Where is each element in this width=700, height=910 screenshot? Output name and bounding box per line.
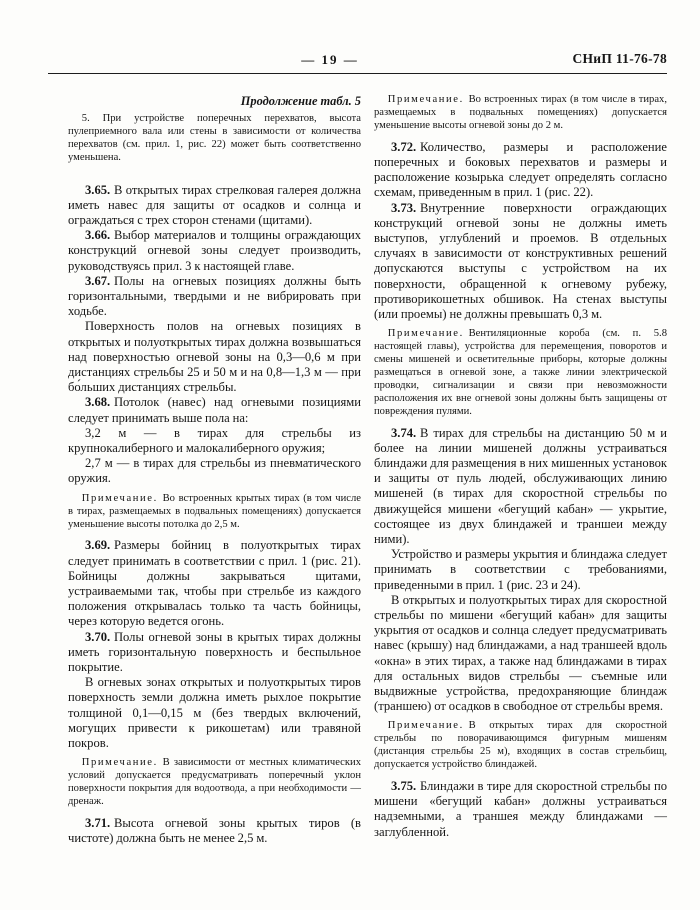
section-number: 3.73. [391,200,417,215]
table-footnote-5 [68,113,361,165]
page-header [48,52,667,70]
paragraph-text: В открытых тирах стрелковая галерея должна иметь навес для защиты от осадков и солнца и ограждаться с трех сторон стенами (щитами). [68,182,361,228]
note-rotating-targets [374,720,667,772]
paragraph-text: В открытых и полуоткрытых тирах для скоростной стрельбы по мишени «бегущий кабан» для защиты укрытия от осадков и солнца следует предусматривать навес (крышу) над блиндажами, а над траншеей вдоль «окна» в этих тирах, а также над блиндажами в тирах для остальных видов стрельбы — съемные или выдвижные устройства, предохраняющие блиндаж (траншею) от осадков в свободное от стрельбы время. [374,592,667,714]
paragraph-3-65 [68,183,361,229]
note-label: Примечание. [81,492,158,504]
section-number: 3.67. [85,273,111,288]
paragraph-text: Потолок (навес) над огневыми позициями следует принимать выше пола на: [68,395,361,425]
paragraph-3-69 [68,538,361,629]
section-number: 3.71. [85,815,111,830]
paragraph-3-68 [68,395,361,425]
left-column [68,94,361,846]
note-text: Во встроенных тирах (в том числе в тирах, размещаемых в подвальных помещениях) допускается уменьшение высоты огневой зоны до 2 м. [374,94,667,131]
paragraph-text: Количество, размеры и расположение поперечных и боковых перехватов и размеры и расположение козырька следует определять согласно схемам, приведенным в прил. 1 (рис. 22). [374,139,667,200]
section-number: 3.69. [85,538,111,553]
paragraph-3-71 [68,816,361,846]
paragraph-text: Устройство и размеры укрытия и блиндажа следует принимать в соответствии с требованиями, приведенными в прил. 1 (рис. 23 и 24). [374,547,667,592]
paragraph-text: Внутренние поверхности ограждающих конструкций огневой зоны не должны иметь выступов, углублений и проемов. В отдельных случаях в зависимости от конструктивных решений допускаются выступы с устройством на их поверхности, обращенной к огневому рубежу, противорикошетных обшивок. На стенах выступы (или проемы) не должны превышать 0,3 м. [374,200,667,321]
section-number: 3.72. [391,139,417,154]
text-columns [68,94,667,846]
paragraph-3-66 [68,228,361,274]
paragraph-3-75 [374,779,667,840]
paragraph-3-67 [68,274,361,320]
note-label: Примечание. [387,94,464,105]
paragraph-height-3-2m [68,426,361,456]
note-drainage [68,757,361,809]
section-number: 3.66. [85,228,111,243]
paragraph-text: 3,2 м — в тирах для стрельбы из крупнокалиберного и малокалиберного оружия; [68,425,361,456]
page-number: — 19 — [301,52,359,67]
paragraph-text: Размеры бойниц в полуоткрытых тирах следует принимать в соответствии с прил. 1 (рис. 21). Бойницы должны закрываться щитами, устраиваемыми так, чтобы при стрельбе из каждого положения открывалась только та часть бойницы, через которую ведется огонь. [68,538,361,629]
paragraph-text: Поверхность полов на огневых позициях в открытых и полуоткрытых тирах должна возвышаться над поверхностью огневой зоны на 0,3—0,6 м при дистанциях стрельбы 25 и 50 м и на 0,8—1,3 м — при бо́льших дистанциях стрельбы. [68,319,361,395]
section-number: 3.65. [85,182,111,197]
note-ceiling-height [68,493,361,532]
paragraph-text: В огневых зонах открытых и полуоткрытых тиров поверхность земли должна иметь рыхлое покрытие толщиной 0,1—0,15 м (без твердых включений, могущих привести к рикошетам) или травяной покров. [68,675,361,751]
section-number: 3.70. [85,629,111,644]
paragraph-text: Полы на огневых позициях должны быть горизонтальными, твердыми и не вибрировать при ходьбе. [68,273,361,319]
paragraph-floors-surface [68,319,361,395]
paragraph-3-72 [374,140,667,201]
paragraph-canopy [374,593,667,715]
note-label: Примечание. [387,720,464,732]
right-column [374,94,667,846]
paragraph-3-74 [374,426,667,548]
paragraph-3-70 [68,630,361,676]
note-text: В зависимости от местных климатических условий допускается предусматривать поперечный уклон поверхности покрытия для водоотвода, а при необходимости — дренаж. [68,757,361,807]
paragraph-text: 2,7 м — в тирах для стрельбы из пневматического оружия. [68,456,361,486]
note-label: Примечание. [81,757,158,769]
paragraph-text: Полы огневой зоны в крытых тирах должны иметь горизонтальную поверхность и беспыльное покрытие. [68,629,361,675]
paragraph-shelter-sizes [374,547,667,593]
note-fire-zone-height [374,94,667,133]
section-number: 3.74. [391,425,417,440]
note-ventilation [374,328,667,418]
note-text: Вентиляционные короба (см. п. 5.8 настоящей главы), устройства для перемещения, поворотов и смены мишеней и осветительные приборы, которые должны размещаться в огневой зоне, а также линии электрической проводки, сигнализации и связи при невозможности расположения их вне огневой зоны должны быть защищены от повреждения пулями. [374,328,667,417]
paragraph-3-73 [374,201,667,323]
paragraph-ground-cover [68,675,361,751]
paragraph-text: Высота огневой зоны крытых тиров (в чистоте) должна быть не менее 2,5 м. [68,815,361,846]
footnote-text: 5. При устройстве поперечных перехватов, высота пулеприемного вала или стены в зависимости от количества перехватов (см. прил. 1, рис. 22) может быть соответственно уменьшена. [68,113,361,163]
section-number: 3.75. [391,778,417,793]
note-text: Во встроенных крытых тирах (в том числе в тирах, размещаемых в подвальных помещениях) допускается уменьшение высоты потолка до 2,5 м. [68,492,361,530]
paragraph-text: Блиндажи в тире для скоростной стрельбы по мишени «бегущий кабан» должны устраиваться надземными, а траншея между блиндажами — заглубленной. [374,778,667,839]
paragraph-text: Выбор материалов и толщины ограждающих конструкций огневой зоны следует производить, руководствуясь прил. 3 к настоящей главе. [68,228,361,273]
paragraph-height-2-7m [68,456,361,486]
header-rule [48,73,667,74]
table-continuation-caption: Продолжение табл. 5 [240,94,361,108]
note-text: В открытых тирах для скоростной стрельбы по поворачивающимся фигурным мишеням (дистанция стрельбы 25 м), входящих в состав стрельбищ, допускается устройство блиндажей. [374,720,667,771]
document-code: СНиП 11-76-78 [572,51,667,66]
paragraph-text: В тирах для стрельбы на дистанцию 50 м и более на линии мишеней должны устраиваться блиндажи для размещения в них мишенных установок и защиты от пуль людей, обслуживающих линию мишеней (в тирах для скоростной стрельбы по движущейся мишени «бегущий кабан» — укрытие, состоящее из двух блиндажей и траншеи между ними). [374,425,667,546]
section-number: 3.68. [85,395,111,410]
note-label: Примечание. [387,328,464,340]
